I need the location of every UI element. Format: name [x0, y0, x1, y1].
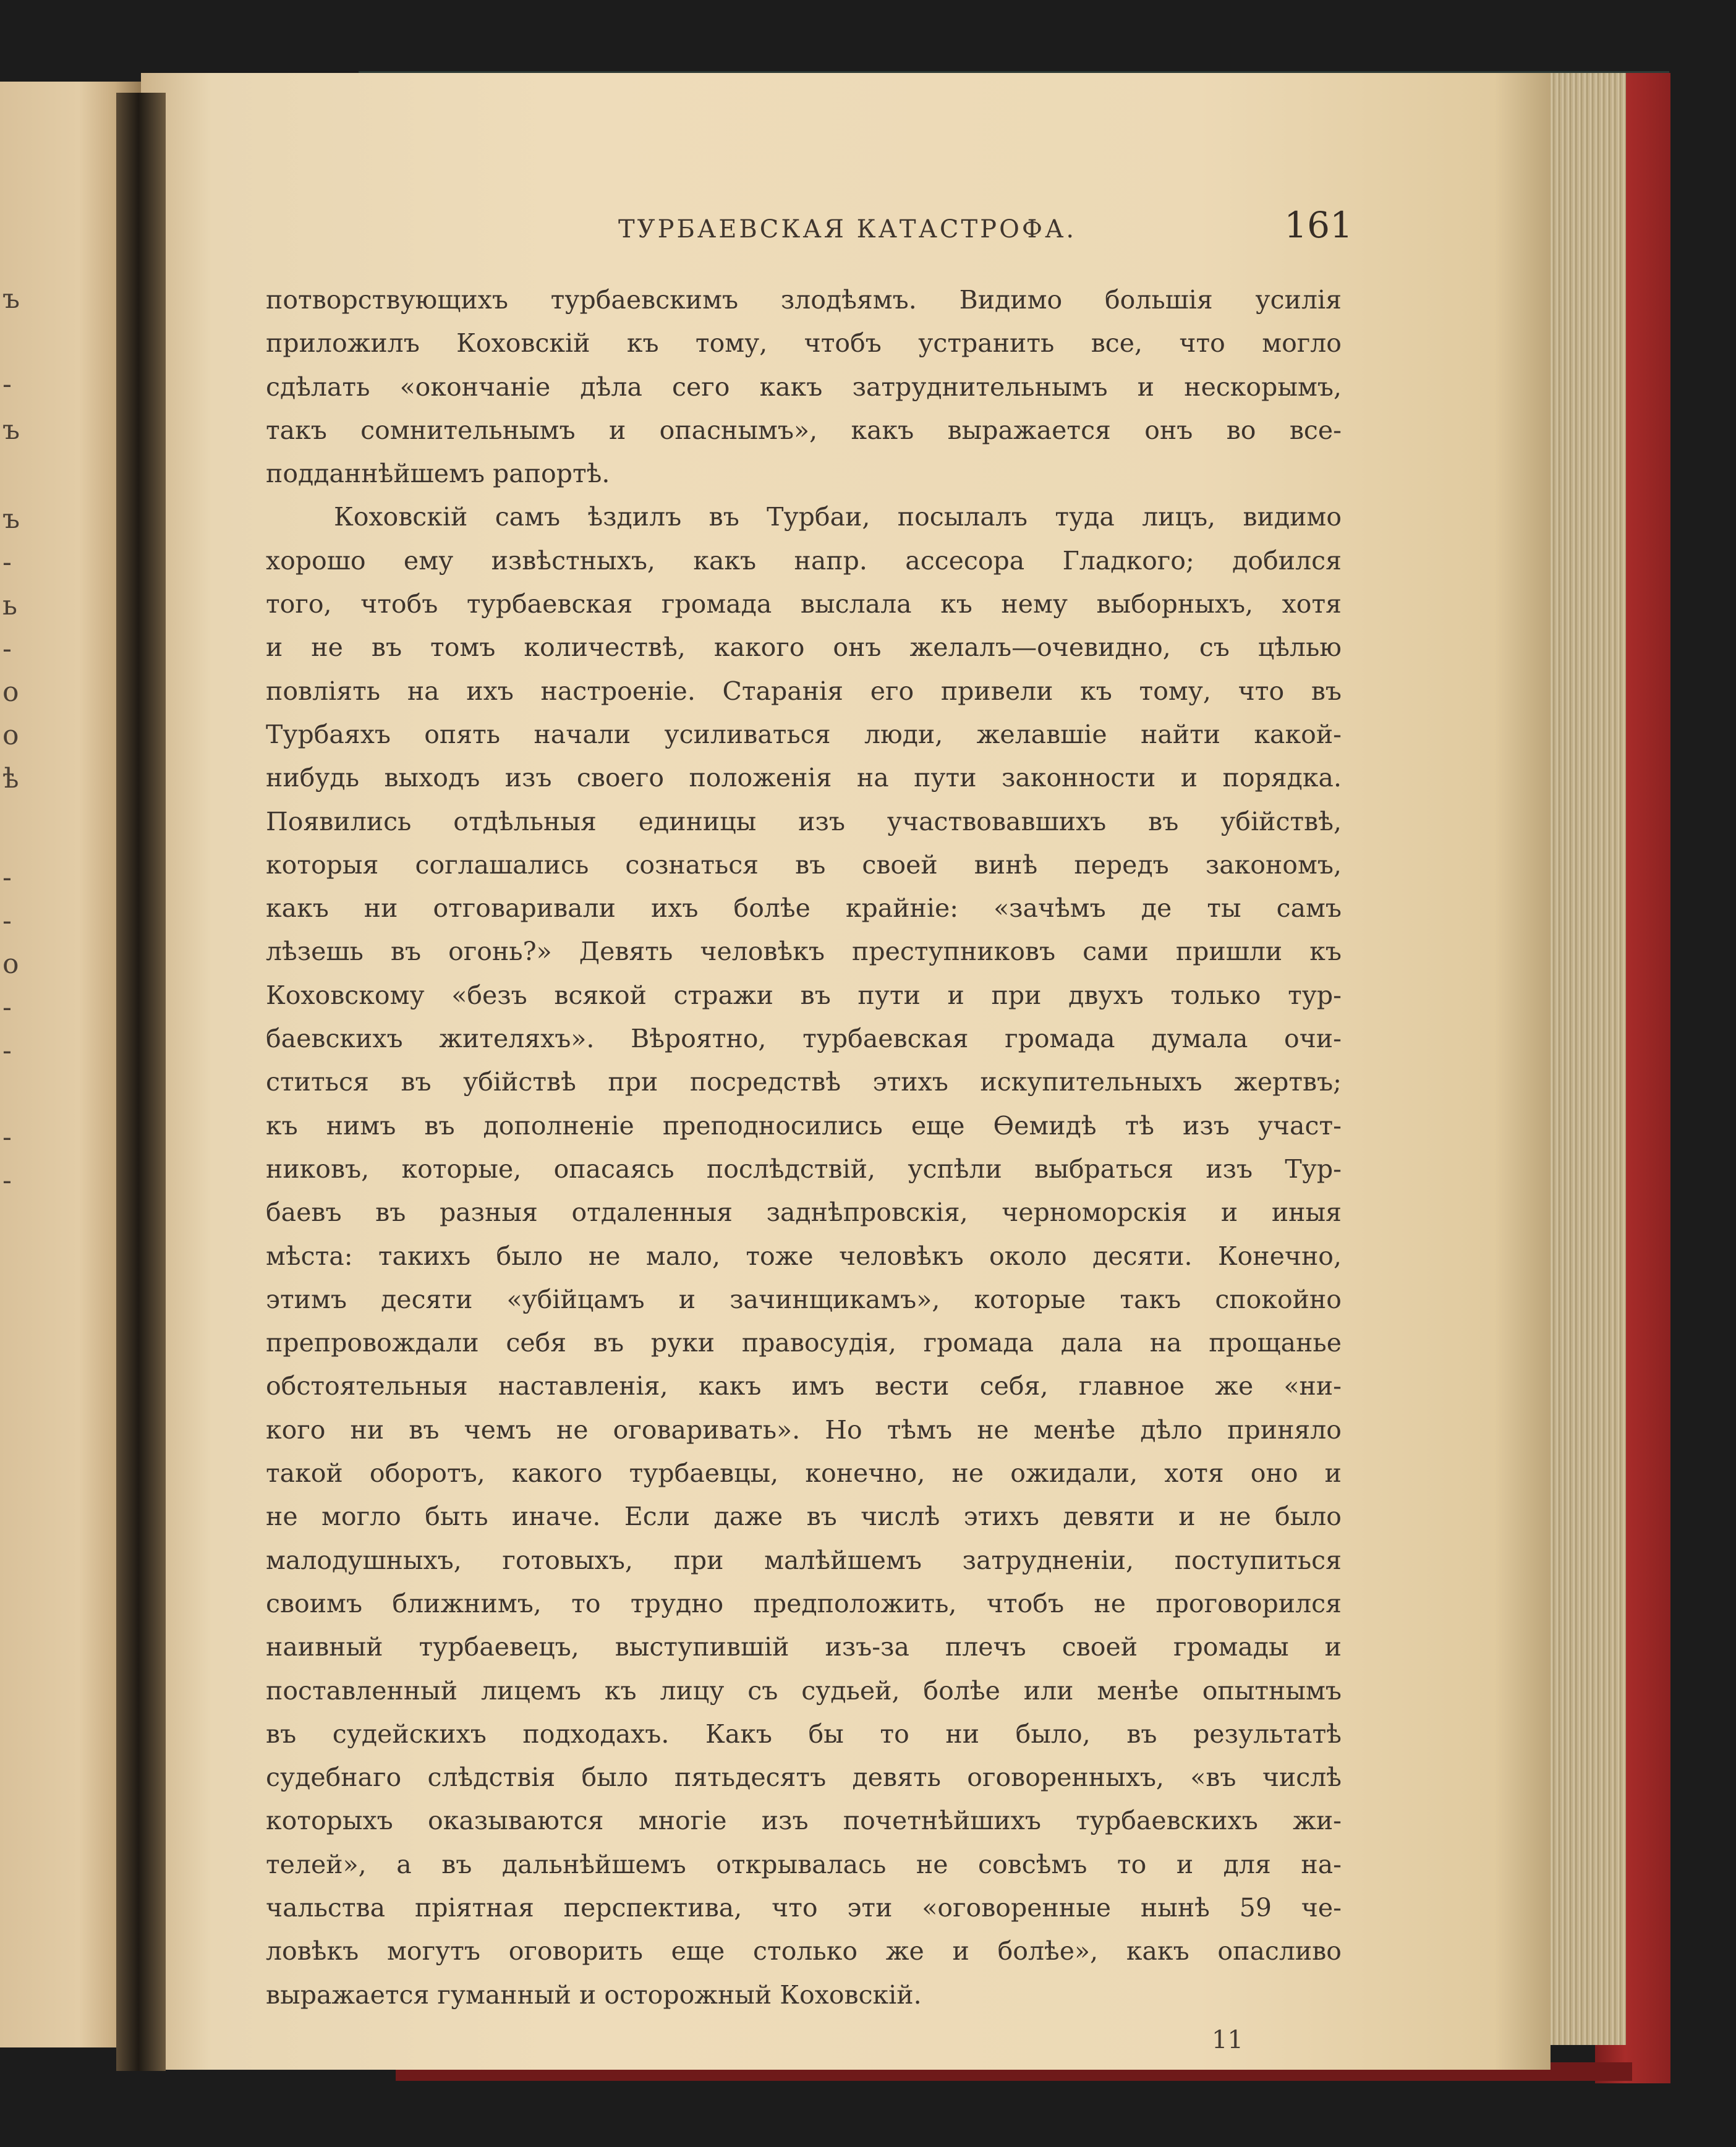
text-line: никовъ, которые, опасаясь послѣдствій, успѣли выбраться изъ Тур- — [266, 1154, 1342, 1184]
text-line: лѣзешь въ огонь?» Девять человѣкъ преступниковъ сами пришли къ — [266, 937, 1342, 967]
left-page-edge-letter: о — [2, 676, 19, 708]
text-line: своимъ ближнимъ, то трудно предположить, чтобъ не проговорился — [266, 1588, 1342, 1618]
text-line: сдѣлать «окончаніе дѣла сего какъ затруднительнымъ и нескорымъ, — [266, 372, 1342, 402]
text-line: Появились отдѣльныя единицы изъ участвовавшихъ въ убійствѣ, — [266, 806, 1342, 836]
left-page-edge-letter: ь — [2, 590, 17, 621]
left-page-edge-letter: о — [2, 720, 19, 751]
text-line: кого ни въ чемъ не оговаривать». Но тѣмъ не менѣе дѣло приняло — [266, 1414, 1342, 1445]
text-line: Коховскій самъ ѣздилъ въ Турбаи, посылалъ туда лицъ, видимо — [334, 502, 1342, 532]
text-line: которыхъ оказываются многіе изъ почетнѣйшихъ турбаевскихъ жи- — [266, 1806, 1342, 1836]
text-line: хорошо ему извѣстныхъ, какъ напр. ассесора Гладкого; добился — [266, 545, 1342, 576]
body-text — [266, 278, 1342, 2017]
text-line: подданнѣйшемъ рапортѣ. — [266, 459, 610, 489]
left-page-edge-letter: - — [2, 368, 12, 400]
text-line: мѣста: такихъ было не мало, тоже человѣкъ около десяти. Конечно, — [266, 1241, 1342, 1271]
left-page-edge-letter: - — [2, 1035, 12, 1066]
text-line: малодушныхъ, готовыхъ, при малѣйшемъ затрудненіи, поступиться — [266, 1545, 1342, 1575]
left-page-edge-letter: - — [2, 546, 12, 578]
text-line: Турбаяхъ опять начали усиливаться люди, желавшіе найти какой- — [266, 719, 1342, 749]
text-line: такой оборотъ, какого турбаевцы, конечно, не ожидали, хотя оно и — [266, 1458, 1342, 1489]
text-line: Коховскому «безъ всякой стражи въ пути и при двухъ только тур- — [266, 980, 1342, 1010]
text-line: въ судейскихъ подходахъ. Какъ бы то ни было, въ результатѣ — [266, 1719, 1342, 1749]
text-line: повліять на ихъ настроеніе. Старанія его привели къ тому, что въ — [266, 676, 1342, 706]
left-page-edge-letter: - — [2, 992, 12, 1023]
text-line: нибудь выходъ изъ своего положенія на пути законности и порядка. — [266, 763, 1342, 793]
left-page-edge-letter: о — [2, 948, 19, 980]
text-line: того, чтобъ турбаевская громада выслала къ нему выборныхъ, хотя — [266, 589, 1342, 619]
text-line: потворствующихъ турбаевскимъ злодѣямъ. Видимо большія усилія — [266, 285, 1342, 315]
left-page-edge-letter: - — [2, 862, 12, 893]
text-line: ловѣкъ могутъ оговорить еще столько же и болѣе», какъ опасливо — [266, 1936, 1342, 1966]
left-page-edge-letter: - — [2, 633, 12, 665]
running-head: ТУРБАЕВСКАЯ КАТАСТРОФА. — [618, 215, 1077, 244]
signature-mark: 11 — [1212, 2026, 1243, 2054]
text-line: приложилъ Коховскій къ тому, чтобъ устранить все, что могло — [266, 328, 1342, 359]
left-page-edge-letter: - — [2, 1121, 12, 1153]
page-number: 161 — [1284, 204, 1353, 246]
left-page-edge-letter: ъ — [2, 503, 20, 535]
text-line: выражается гуманный и осторожный Коховскій. — [266, 1979, 922, 2010]
text-line: судебнаго слѣдствія было пятьдесятъ девять оговоренныхъ, «въ числѣ — [266, 1762, 1342, 1793]
left-page-edge-letter: ъ — [2, 414, 20, 446]
text-line: такъ сомнительнымъ и опаснымъ», какъ выражается онъ во все- — [266, 415, 1342, 445]
text-line: и не въ томъ количествѣ, какого онъ желалъ—очевидно, съ цѣлью — [266, 632, 1342, 663]
book-gutter — [116, 93, 166, 2071]
text-line: какъ ни отговаривали ихъ болѣе крайніе: «зачѣмъ де ты самъ — [266, 893, 1342, 924]
text-line: телей», а въ дальнѣйшемъ открывалась не совсѣмъ то и для на- — [266, 1849, 1342, 1879]
text-line: къ нимъ въ дополненіе преподносились еще Ѳемидѣ тѣ изъ участ- — [266, 1110, 1342, 1141]
left-page-edge-letter: - — [2, 905, 12, 937]
left-page-edge-letter: ѣ — [2, 763, 19, 794]
text-line: этимъ десяти «убійцамъ и зачинщикамъ», которые такъ спокойно — [266, 1284, 1342, 1314]
text-line: препровождали себя въ руки правосудія, громада дала на прощанье — [266, 1328, 1342, 1358]
text-line: поставленный лицемъ къ лицу съ судьей, болѣе или менѣе опытнымъ — [266, 1675, 1342, 1706]
text-line: которыя соглашались сознаться въ своей винѣ передъ закономъ, — [266, 849, 1342, 880]
text-line: чальства пріятная перспектива, что эти «оговоренные нынѣ 59 че- — [266, 1892, 1342, 1923]
text-line: баевскихъ жителяхъ». Вѣроятно, турбаевская громада думала очи- — [266, 1024, 1342, 1054]
text-line: баевъ въ разныя отдаленныя заднѣпровскія, черноморскія и иныя — [266, 1197, 1342, 1228]
text-line: наивный турбаевецъ, выступившій изъ-за плечъ своей громады и — [266, 1632, 1342, 1662]
left-page-edge-letter: ъ — [2, 283, 20, 315]
text-line: не могло быть иначе. Если даже въ числѣ этихъ девяти и не было — [266, 1502, 1342, 1532]
text-line: ститься въ убійствѣ при посредствѣ этихъ искупительныхъ жертвъ; — [266, 1067, 1342, 1097]
text-line: обстоятельныя наставленія, какъ имъ вести себя, главное же «ни- — [266, 1371, 1342, 1401]
left-page-edge-letter: - — [2, 1165, 12, 1196]
